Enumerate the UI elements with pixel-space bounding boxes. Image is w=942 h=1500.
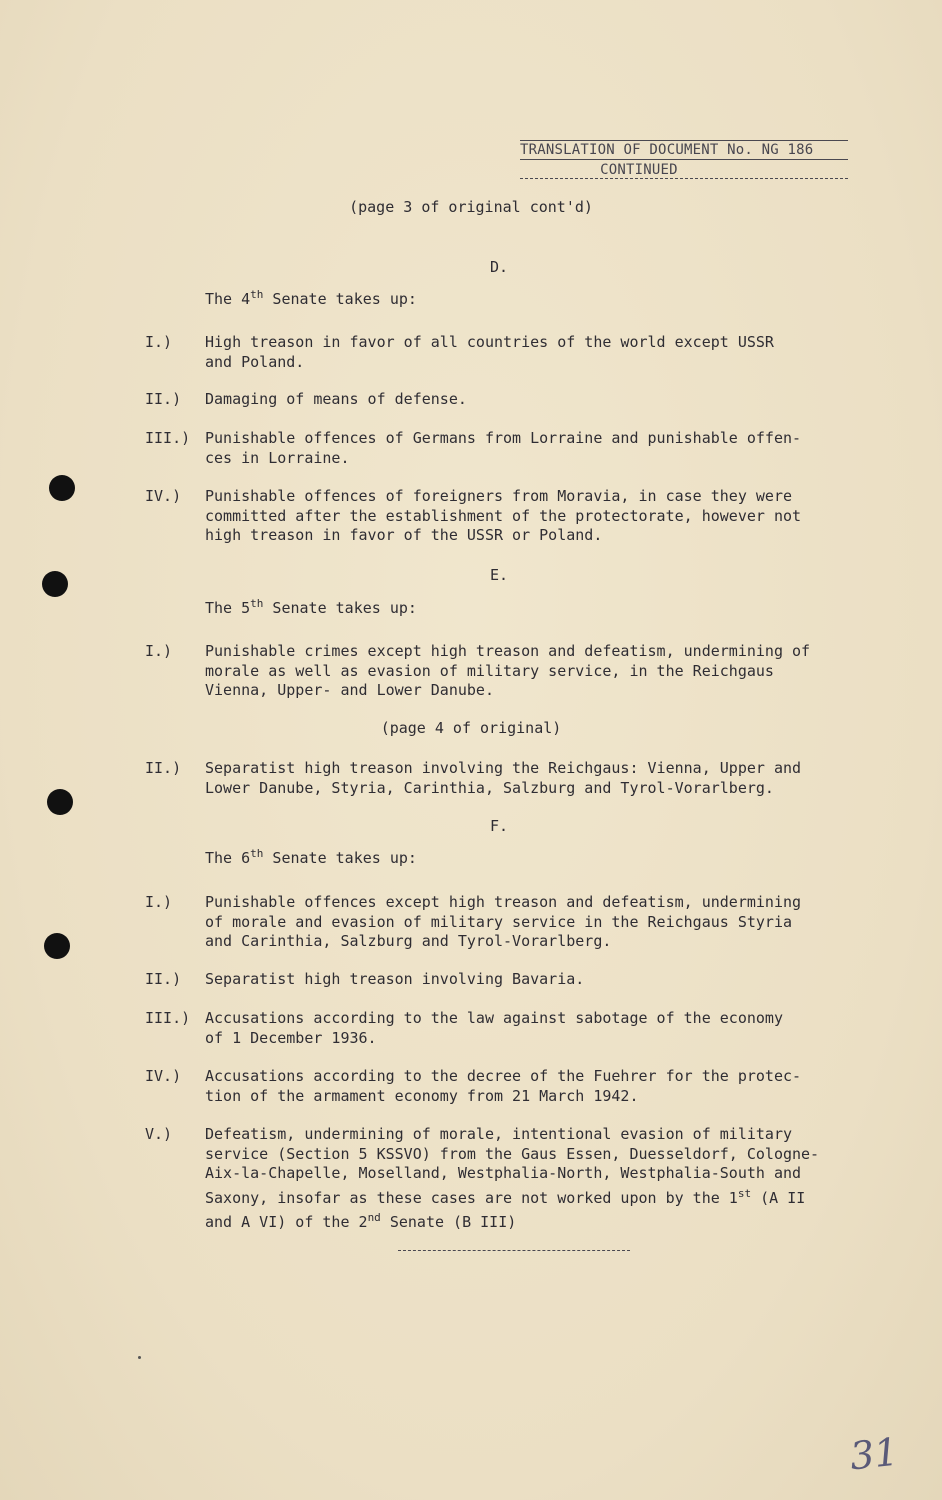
document-header [520, 140, 848, 179]
punch-hole [44, 933, 70, 959]
handwritten-page-number: 31 [847, 1429, 901, 1479]
item-number: I.) [145, 333, 173, 351]
item-text: Defeatism, undermining of morale, intentional evasion of military service (Section 5 KSSVO) from the Gaus Essen, Duesseldorf, Cologne- Aix-la-Chapelle, Moselland, Westphalia-North, Westphalia-South and Saxony, insofar as these cases are not worked upon by the 1st (A II and A VI) of the 2nd Senate (B III) [205, 1125, 820, 1231]
item-text: Punishable offences of Germans from Lorraine and punishable offen- ces in Lorraine. [205, 429, 802, 467]
item-number: I.) [145, 642, 173, 660]
item-number: III.) [145, 429, 191, 447]
item-text: Damaging of means of defense. [205, 390, 467, 408]
punch-hole [47, 789, 73, 815]
paper-speck [138, 1356, 141, 1359]
item-text: Accusations according to the law against sabotage of the economy of 1 December 1936. [205, 1009, 783, 1047]
item-text: Punishable offences of foreigners from Moravia, in case they were committed after the establishment of the protectorate, however not high treason in favor of the USSR or Poland. [205, 487, 802, 544]
punch-hole [42, 571, 68, 597]
item-number: V.) [145, 1125, 173, 1143]
item-text: Punishable crimes except high treason and defeatism, undermining of morale as well as evasion of military service, in the Reichgaus Vienna, Upper- and Lower Danube. [205, 642, 811, 699]
item-text: Separatist high treason involving Bavaria. [205, 970, 585, 988]
end-rule [398, 1250, 630, 1251]
section-letter-f: F. [490, 817, 509, 835]
item-text: Punishable offences except high treason and defeatism, undermining of morale and evasion of military service in the Reichgaus Styria and Carinthia, Salzburg and Tyrol-Vorarlberg. [205, 893, 802, 950]
header-title: TRANSLATION OF DOCUMENT No. NG 186 [520, 140, 848, 160]
section-letter-e: E. [490, 566, 509, 584]
page-note-cont: (page 3 of original cont'd) [349, 198, 593, 216]
section-intro-f: The 6th Senate takes up: [205, 847, 417, 867]
section-intro-d: The 4th Senate takes up: [205, 288, 417, 308]
item-number: IV.) [145, 1067, 182, 1085]
item-number: II.) [145, 970, 182, 988]
punch-hole [49, 475, 75, 501]
item-number: II.) [145, 390, 182, 408]
item-number: II.) [145, 759, 182, 777]
section-intro-e: The 5th Senate takes up: [205, 597, 417, 617]
item-number: IV.) [145, 487, 182, 505]
item-text: Accusations according to the decree of the Fuehrer for the protec- tion of the armament economy from 21 March 1942. [205, 1067, 802, 1105]
item-text: Separatist high treason involving the Reichgaus: Vienna, Upper and Lower Danube, Styria, Carinthia, Salzburg and Tyrol-Vorarlberg. [205, 759, 802, 797]
page-note-page4: (page 4 of original) [380, 719, 562, 737]
item-number: III.) [145, 1009, 191, 1027]
item-text: High treason in favor of all countries of the world except USSR and Poland. [205, 333, 774, 371]
section-letter-d: D. [490, 258, 509, 276]
header-continued: CONTINUED [520, 162, 848, 179]
item-number: I.) [145, 893, 173, 911]
